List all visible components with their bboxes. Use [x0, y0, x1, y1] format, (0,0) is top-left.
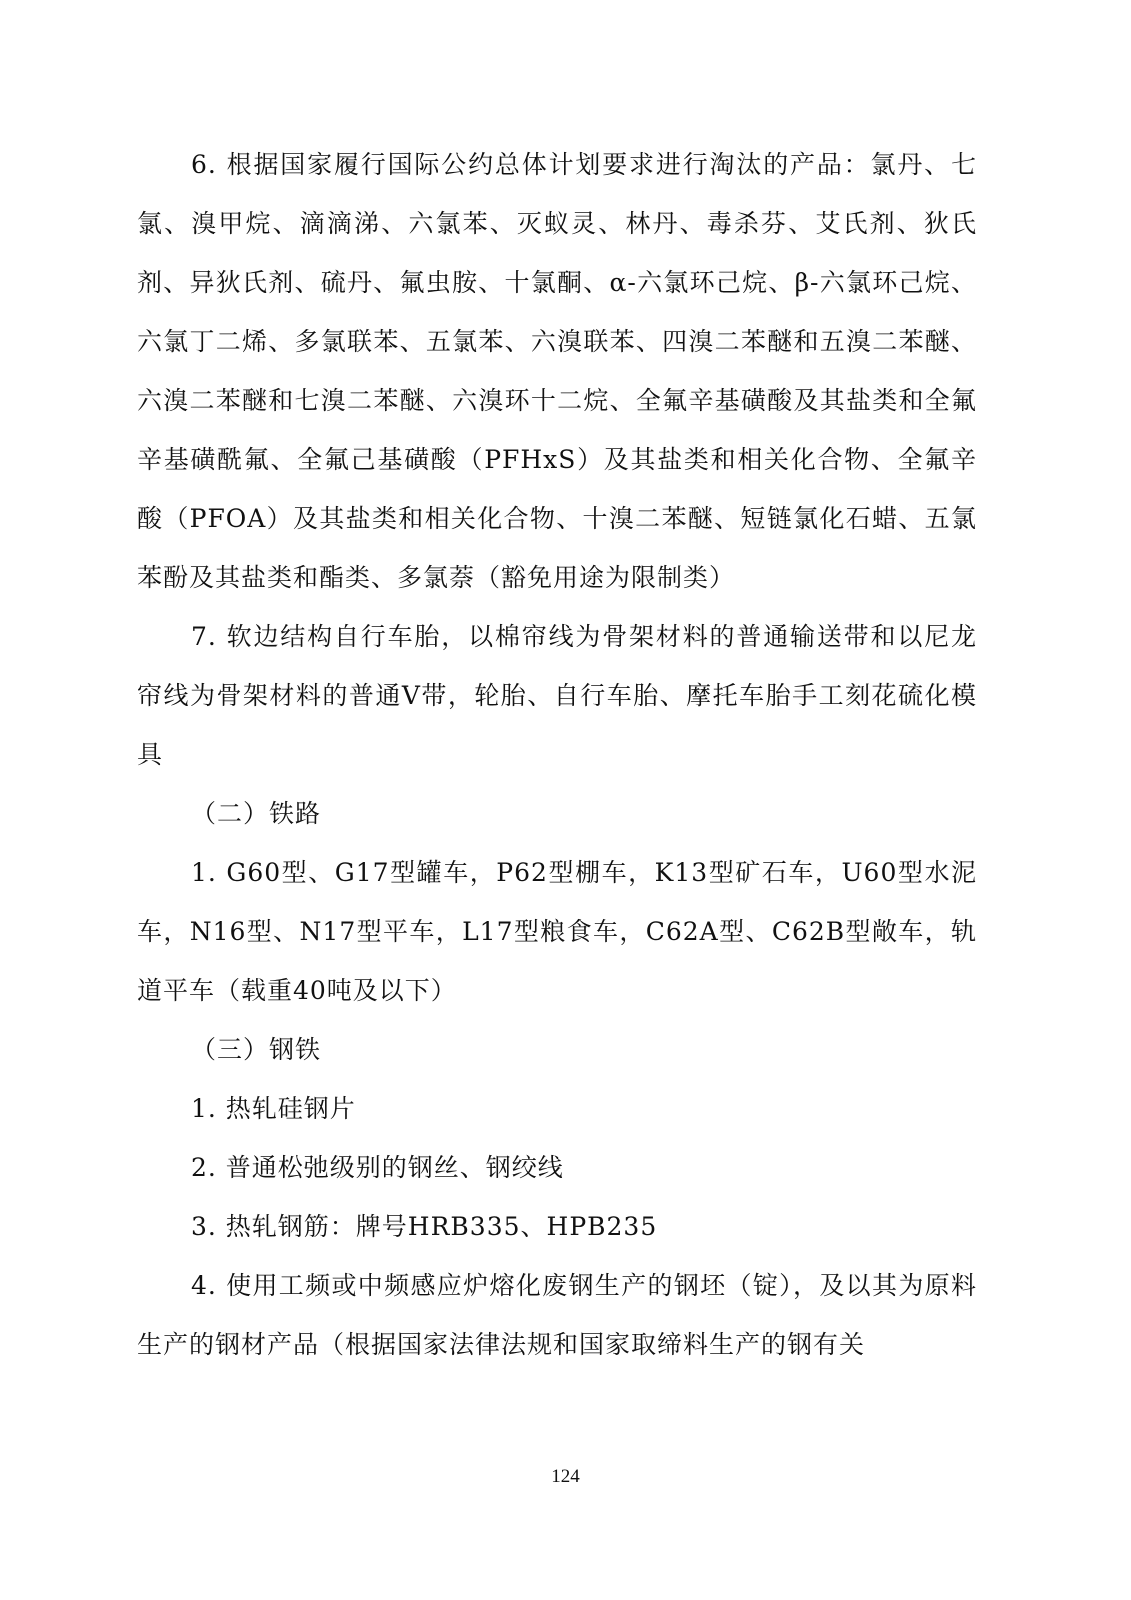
section-heading-steel: （三）钢铁 — [191, 1035, 322, 1064]
item-6-pollutant-products: 6. 根据国家履行国际公约总体计划要求进行淘汰的产品：氯丹、七氯、溴甲烷、滴滴涕、六氯苯、灭蚁灵、林丹、毒杀芬、艾氏剂、狄氏剂、异狄氏剂、硫丹、氟虫胺、十氯酮、α-六氯环己烷、β-六氯环己烷、六氯丁二烯、多氯联苯、五氯苯、六溴联苯、四溴二苯醚和五溴二苯醚、六溴二苯醚和七溴二苯醚、六溴环十二烷、全氟辛基磺酸及其盐类和全氟辛基磺酰氟、全氟己基磺酸（PFHxS）及其盐类和相关化合物、全氟辛酸（PFOA）及其盐类和相关化合物、十溴二苯醚、短链氯化石蜡、五氯苯酚及其盐类和酯类、多氯萘（豁免用途为限制类） — [137, 150, 977, 592]
railway-item-1: 1. G60型、G17型罐车，P62型棚车，K13型矿石车，U60型水泥车，N16型、N17型平车，L17型粮食车，C62A型、C62B型敞车，轨道平车（载重40吨及以下） — [137, 858, 977, 1005]
steel-item-3: 3. 热轧钢筋：牌号HRB335、HPB235 — [191, 1212, 658, 1241]
document-body — [137, 135, 977, 1374]
section-heading-railway: （二）铁路 — [191, 799, 322, 828]
steel-item-1: 1. 热轧硅钢片 — [191, 1094, 356, 1123]
steel-item-4: 4. 使用工频或中频感应炉熔化废钢生产的钢坯（锭），及以其为原料生产的钢材产品（根据国家法律法规和国家取缔料生产的钢有关 — [137, 1271, 977, 1359]
page-number: 124 — [551, 1466, 580, 1487]
item-7-rubber-products: 7. 软边结构自行车胎，以棉帘线为骨架材料的普通输送带和以尼龙帘线为骨架材料的普通V带，轮胎、自行车胎、摩托车胎手工刻花硫化模具 — [137, 622, 977, 769]
steel-item-2: 2. 普通松弛级别的钢丝、钢绞线 — [191, 1153, 564, 1182]
